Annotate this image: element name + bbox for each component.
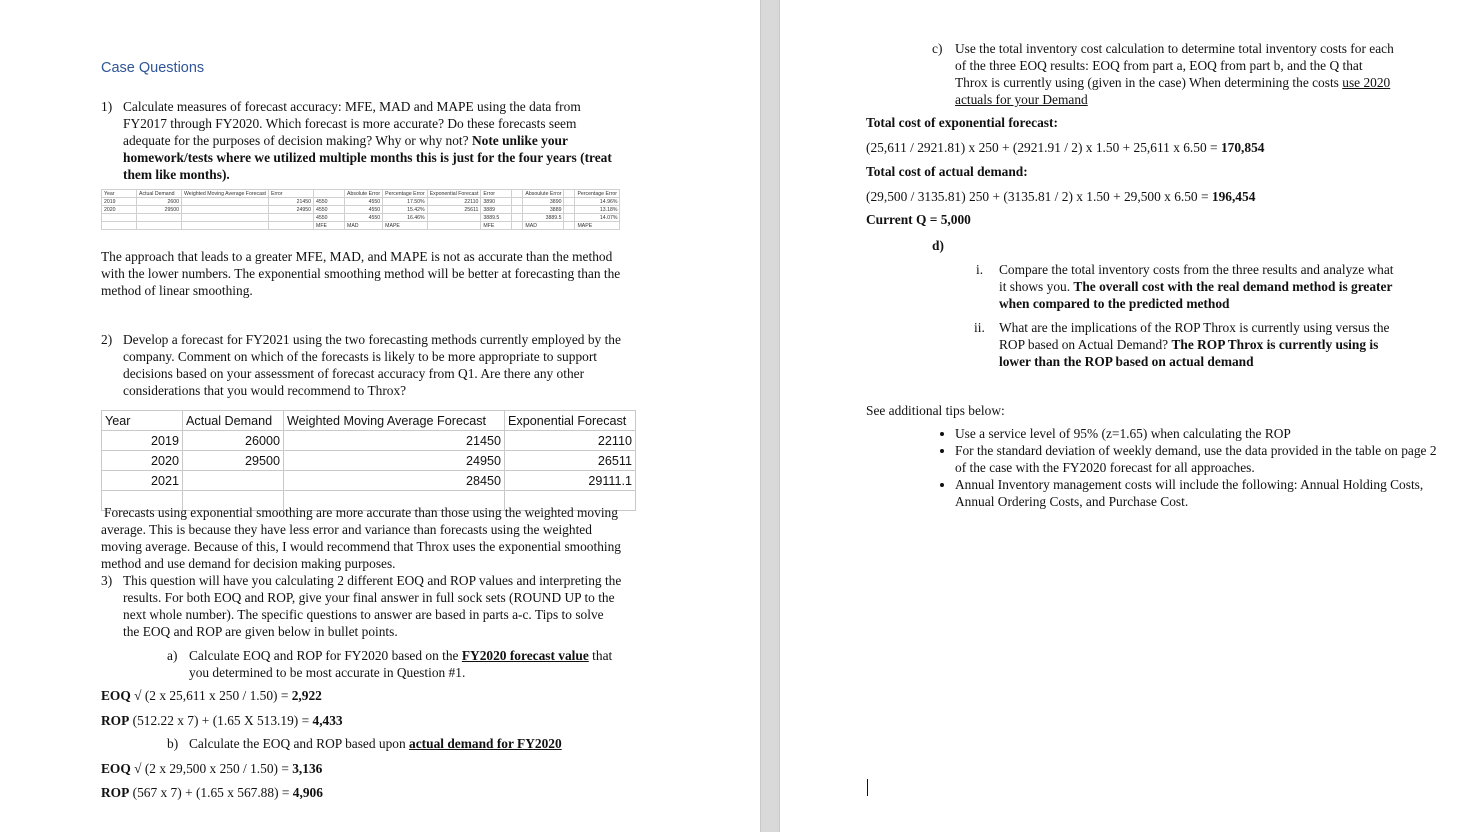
question-number: 3): [101, 573, 113, 588]
table-footer-row: MFE MAD MAPE MFE MAD MAPE: [102, 222, 620, 230]
part-label: b): [167, 736, 179, 751]
forecast-table-image: [101, 410, 636, 511]
forecast-table: [101, 410, 636, 511]
table-row: 2020 29500 24950 4550 4550 15.42% 25611 3889 3889 13.18%: [102, 206, 620, 214]
current-q: Current Q = 5,000: [866, 212, 971, 227]
part-d-i: i. Compare the total inventory costs from the three results and analyze what it shows you. The overall cost with the real demand method is greater when compared to the predicted method: [976, 262, 1394, 311]
question-1: [101, 98, 681, 183]
question-number: 2): [101, 332, 113, 347]
total-cost-actual-label: Total cost of actual demand:: [866, 164, 1028, 179]
part-c: c) Use the total inventory cost calculation to determine total inventory costs for each of the three EOQ results: EOQ from part a, EOQ from part b, and the Q that Throx is currently using (given in the case) When determining the costs use 2020 actuals for your Demand: [932, 41, 1394, 107]
text-line: Calculate measures of forecast accuracy: MFE, MAD and MAPE using the data from: [123, 99, 581, 114]
total-cost-exponential-label: Total cost of exponential forecast:: [866, 115, 1058, 130]
table-header-row: Year Actual Demand Weighted Moving Average Forecast Exponential Forecast: [102, 411, 636, 431]
list-item: • For the standard deviation of weekly demand, use the data provided in the table on page 2 of the case with the FY2020 forecast for all approaches.: [955, 442, 1445, 476]
document-page-right: [780, 0, 1474, 832]
question-3: 3) This question will have you calculating 2 different EOQ and ROP values and interpreting the results. For both EOQ and ROP, give your final answer in full sock sets (ROUND UP to the next whole number). The specific questions to answer are based in parts a-c. Tips to solve the EOQ and ROP are given below in bullet points.: [101, 573, 622, 639]
answer-paragraph-2: Forecasts using exponential smoothing are more accurate than those using the weighted moving average. This is because they have less error and variance than forecasts using the weighted moving average. Because of this, I would recommend that Throx uses the exponential smoothing method and use demand for decision making purposes.: [101, 505, 622, 571]
text-line: homework/tests where we utilized multiple months this is just for the four years (treat: [123, 150, 612, 165]
accuracy-table: [101, 189, 620, 230]
eoq-forecast: EOQ √ (2 x 25,611 x 250 / 1.50) = 2,922: [101, 688, 322, 703]
answer-paragraph-1: The approach that leads to a greater MFE, MAD, and MAPE is not as accurate than the method with the lower numbers. The exponential smoothing method will be better at forecasting than the method of linear smoothing.: [101, 249, 621, 298]
part-label: a): [167, 648, 178, 663]
part-b: b) Calculate the EOQ and ROP based upon actual demand for FY2020: [167, 736, 562, 751]
table-row: 2020 29500 24950 26511: [102, 451, 636, 471]
part-label: c): [932, 41, 943, 56]
page-gutter: [760, 0, 780, 832]
table-row: 2019 26000 21450 22110: [102, 431, 636, 451]
tips-list: [935, 425, 1445, 510]
rop-forecast: ROP (512.22 x 7) + (1.65 X 513.19) = 4,433: [101, 713, 343, 728]
question-2: 2) Develop a forecast for FY2021 using the two forecasting methods currently employed by the company. Comment on which of the forecasts is likely to be more appropriate to support decisions based on your assessment of forecast accuracy from Q1. Are there any other considerations that you would recommend to Throx?: [101, 332, 621, 398]
tips-heading: See additional tips below:: [866, 403, 1005, 418]
text-line: FY2017 through FY2020. Which forecast is more accurate? Do these forecasts seem: [123, 116, 577, 131]
part-a: a) Calculate EOQ and ROP for FY2020 based on the FY2020 forecast value that you determined to be most accurate in Question #1.: [167, 648, 613, 680]
eoq-actual: EOQ √ (2 x 29,500 x 250 / 1.50) = 3,136: [101, 761, 323, 776]
table-row: 2021 28450 29111.1: [102, 471, 636, 491]
list-item: • Use a service level of 95% (z=1.65) when calculating the ROP: [955, 425, 1445, 442]
table-row: 4550 4550 16.46% 3889.5 3889.5 14.07%: [102, 214, 620, 222]
part-d-label: d): [932, 238, 944, 253]
total-cost-exponential-calc: (25,611 / 2921.81) x 250 + (2921.91 / 2) x 1.50 + 25,611 x 6.50 = 170,854: [866, 140, 1265, 155]
rop-actual: ROP (567 x 7) + (1.65 x 567.88) = 4,906: [101, 785, 323, 800]
table-header-row: Year Actual Demand Weighted Moving Average Forecast Error Absolute Error Percentage Error Exponential Forecast Error Absoulute Error Percentage Error: [102, 190, 620, 198]
accuracy-table-image: [101, 189, 620, 230]
table-row: 2019 2600 21450 4550 4550 17.50% 22110 3890 3890 14.96%: [102, 198, 620, 206]
text-cursor: [867, 779, 868, 796]
text-line: adequate for the purposes of decision making? Why or why not? Note unlike your: [123, 133, 568, 148]
part-d-ii: ii. What are the implications of the ROP Throx is currently using versus the ROP based on Actual Demand? The ROP Throx is currently using is lower than the ROP based on actual demand: [974, 320, 1390, 369]
list-item: • Annual Inventory management costs will include the following: Annual Holding Costs, Annual Ordering Costs, and Purchase Cost.: [955, 476, 1445, 510]
case-questions-heading: Case Questions: [101, 60, 205, 76]
total-cost-actual-calc: (29,500 / 3135.81) 250 + (3135.81 / 2) x 1.50 + 29,500 x 6.50 = 196,454: [866, 189, 1256, 204]
question-number: 1): [101, 99, 113, 114]
text-line: them like months).: [123, 167, 230, 182]
